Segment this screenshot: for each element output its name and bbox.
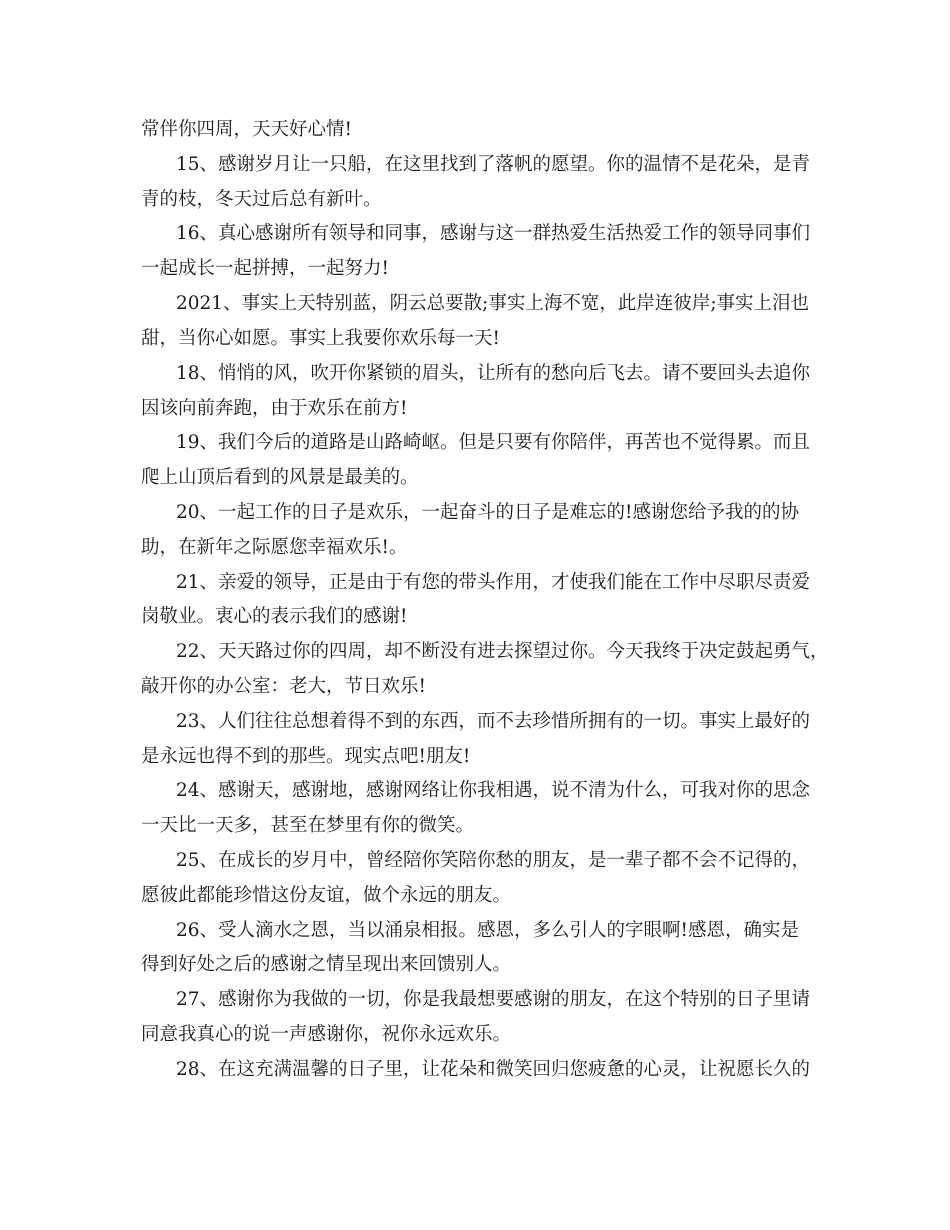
text-line: 16、真心感谢所有领导和同事，感谢与这一群热爱生活热爱工作的领导同事们: [176, 223, 811, 244]
text-line: 24、感谢天，感谢地，感谢网络让你我相遇，说不清为什么，可我对你的思念: [176, 780, 811, 801]
text-line: 25、在成长的岁月中，曾经陪你笑陪你愁的朋友，是一辈子都不会不记得的，: [176, 850, 811, 871]
text-line: 敲开你的办公室：老大，节日欢乐!: [141, 676, 426, 697]
text-line: 助，在新年之际愿您幸福欢乐!。: [141, 537, 408, 558]
text-line: 甜，当你心如愿。事实上我要你欢乐每一天!: [141, 328, 500, 349]
text-line: 19、我们今后的道路是山路崎岖。但是只要有你陪伴，再苦也不觉得累。而且: [176, 432, 811, 453]
text-line: 愿彼此都能珍惜这份友谊，做个永远的朋友。: [141, 885, 512, 906]
text-line: 一起成长一起拼搏，一起努力!: [141, 258, 389, 279]
text-line: 2021、事实上天特别蓝，阴云总要散;事实上海不宽，此岸连彼岸;事实上泪也: [176, 293, 810, 314]
text-line: 27、感谢你为我做的一切，你是我最想要感谢的朋友，在这个特别的日子里请: [176, 989, 811, 1010]
text-line: 28、在这充满温馨的日子里，让花朵和微笑回归您疲惫的心灵，让祝愿长久的: [176, 1059, 811, 1080]
text-line: 得到好处之后的感谢之情呈现出来回馈别人。: [141, 954, 512, 975]
text-line: 23、人们往往总想着得不到的东西，而不去珍惜所拥有的一切。事实上最好的: [176, 711, 811, 732]
text-line: 青的枝，冬天过后总有新叶。: [141, 189, 382, 210]
text-line: 22、天天路过你的四周，却不断没有进去探望过你。今天我终于决定鼓起勇气，: [176, 641, 829, 662]
text-line: 21、亲爱的领导，正是由于有您的带头作用，才使我们能在工作中尽职尽责爱: [176, 572, 811, 593]
text-line: 20、一起工作的日子是欢乐，一起奋斗的日子是难忘的!感谢您给予我的的协: [176, 502, 799, 523]
text-line: 因该向前奔跑，由于欢乐在前方!: [141, 398, 408, 419]
text-line: 岗敬业。衷心的表示我们的感谢!: [141, 606, 408, 627]
text-line: 常伴你四周，天天好心情!: [141, 119, 352, 140]
text-line: 是永远也得不到的那些。现实点吧!朋友!: [141, 746, 471, 767]
text-line: 26、受人滴水之恩，当以涌泉相报。感恩，多么引人的字眼啊!感恩，确实是: [176, 920, 799, 941]
text-line: 一天比一天多，甚至在梦里有你的微笑。: [141, 815, 475, 836]
text-line: 15、感谢岁月让一只船，在这里找到了落帆的愿望。你的温情不是花朵，是青: [176, 154, 811, 175]
text-line: 爬上山顶后看到的风景是最美的。: [141, 467, 419, 488]
text-line: 同意我真心的说一声感谢你，祝你永远欢乐。: [141, 1024, 512, 1045]
text-line: 18、悄悄的风，吹开你紧锁的眉头，让所有的愁向后飞去。请不要回头去追你: [176, 363, 811, 384]
